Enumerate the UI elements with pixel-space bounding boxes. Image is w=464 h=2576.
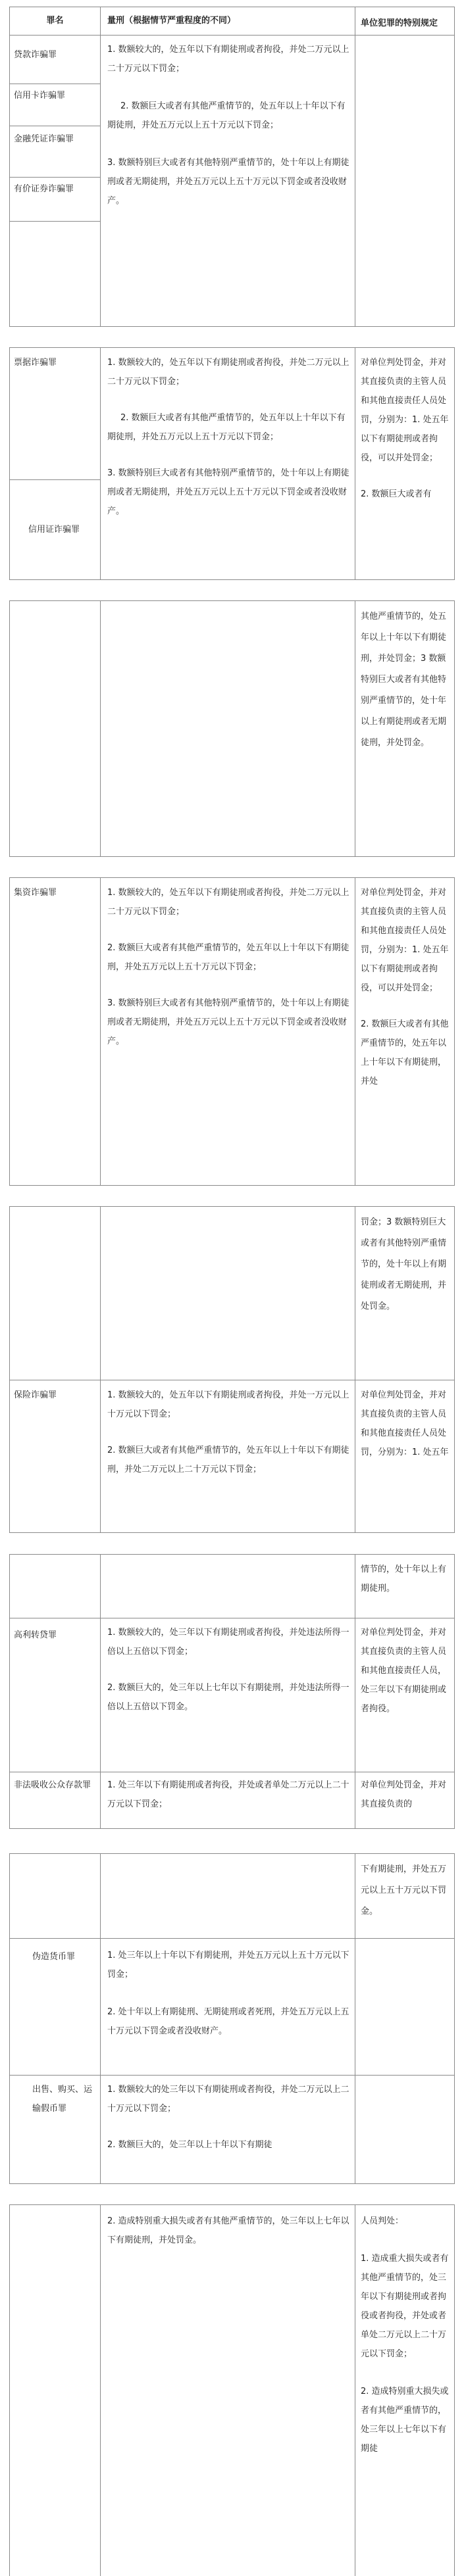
crime-loan-fraud: 贷款诈骗罪 — [14, 50, 57, 60]
penalty-item-2: 2. 数额巨大的，处三年以上七年以下有期徒刑，并处违法所得一倍以上五倍以下罚金。 — [107, 1683, 349, 1712]
table-block-6 — [9, 1554, 455, 1829]
unit-rule-item-1: 对单位判处罚金，并对其直接负责的主管人员和其他直接责任人员处罚，分别为：1. 处五年以下有期徒刑或者拘役，可以并处罚金； — [361, 888, 449, 993]
header-unit-rule: 单位犯罪的特别规定 — [361, 18, 438, 28]
unit-rule-item-2: 2. 数额巨大或者有 — [361, 489, 432, 499]
penalty-block-6b: 1. 处三年以下有期徒刑或者拘役，并处或者单处二万元以上二十万元以下罚金； — [107, 1780, 349, 1809]
penalty-item-1: 1. 数额较大的，处三年以下有期徒刑或者拘役，并处违法所得一倍以上五倍以下罚金； — [107, 1628, 349, 1657]
unit-rule-block-6: 对单位判处罚金，并对其直接负责的主管人员和其他直接责任人员，处三年以下有期徒刑或者拘役。 — [361, 1628, 447, 1714]
unit-rule-item-2: 2. 造成特别重大损失或者有其他严重情节的，处三年以上七年以下有期徒 — [361, 2387, 449, 2454]
penalty-item-1: 1. 数额较大的，处五年以下有期徒刑或者拘役，并处二万元以上二十万元以下罚金； — [107, 358, 349, 387]
table-block-4 — [9, 877, 455, 1186]
penalty-item-1: 1. 数额较大的处三年以下有期徒刑或者拘役，并处二万元以上二十万元以下罚金； — [107, 2085, 349, 2114]
penalty-item-1: 1. 处三年以上十年以下有期徒刑，并处五万元以上五十万元以下罚金； — [107, 1951, 349, 1980]
table-block-5 — [9, 1206, 455, 1533]
crime-selling-buying-transporting-counterfeit: 出售、购买、运输假币罪 — [32, 2085, 93, 2114]
unit-rule-item-0: 人员判处： — [361, 2216, 404, 2226]
penalty-item-3: 3. 数额特别巨大或者有其他特别严重情节的，处十年以上有期徒刑或者无期徒刑，并处五万元以上五十万元以下罚金或者没收财产。 — [107, 468, 349, 516]
penalty-block-5 — [101, 1386, 355, 1496]
crime-high-interest-relending: 高利转贷罪 — [14, 1630, 57, 1640]
unit-rule-block-4 — [355, 883, 455, 1108]
header-crime: 罪名 — [46, 16, 64, 26]
penalty-block-2 — [101, 353, 355, 538]
unit-rule-item-2: 2. 数额巨大或者有其他严重情节的，处五年以上十年以下有期徒刑，并处 — [361, 1019, 449, 1086]
header-penalty: 量刑（根据情节严重程度的不同） — [107, 16, 236, 26]
penalty-item-1: 1. 数额较大的，处五年以下有期徒刑或者拘役，并处二万元以上二十万元以下罚金； — [107, 45, 349, 74]
penalty-block-7b — [101, 2080, 355, 2172]
table-block-3 — [9, 600, 455, 857]
unit-rule-block-6-top: 情节的，处十年以上有期徒刑。 — [361, 1565, 447, 1593]
unit-rule-block-2 — [355, 353, 455, 521]
unit-rule-item-1: 对单位判处罚金，并对其直接负责的主管人员和其他直接责任人员处罚，分别为：1. 处五年以下有期徒刑或者拘役，可以并处罚金； — [361, 358, 449, 463]
penalty-block-4 — [101, 883, 355, 1068]
penalty-item-3: 3. 数额特别巨大或者有其他特别严重情节的，处十年以上有期徒刑或者无期徒刑，并处五万元以上五十万元以下罚金或者没收财产。 — [107, 158, 349, 206]
table-block-2 — [9, 347, 455, 580]
penalty-item-2: 2. 数额巨大或者有其他严重情节的，处五年以上十年以下有期徒刑，并处二万元以上二十万元以下罚金； — [107, 1446, 349, 1474]
crime-letter-of-credit-fraud: 信用证诈骗罪 — [28, 525, 80, 535]
crime-fund-raising-fraud: 集资诈骗罪 — [14, 888, 57, 898]
crime-counterfeiting-currency: 伪造货币罪 — [32, 1952, 76, 1962]
table-block-1 — [9, 7, 455, 327]
penalty-item-1: 1. 数额较大的，处五年以下有期徒刑或者拘役，并处二万元以上二十万元以下罚金； — [107, 888, 349, 917]
penalty-item-3: 3. 数额特别巨大或者有其他特别严重情节的，处十年以上有期徒刑或者无期徒刑，并处五万元以上五十万元以下罚金或者没收财产。 — [107, 998, 349, 1046]
crime-securities-fraud: 有价证券诈骗罪 — [14, 184, 74, 194]
crime-financial-voucher-fraud: 金融凭证诈骗罪 — [14, 134, 74, 144]
crime-insurance-fraud: 保险诈骗罪 — [14, 1390, 57, 1400]
penalty-item-2: 2. 数额巨大的，处三年以上十年以下有期徒 — [107, 2140, 272, 2150]
crime-illegal-deposit-taking: 非法吸收公众存款罪 — [14, 1780, 91, 1790]
table-block-8 — [9, 2204, 455, 2576]
penalty-block-7 — [101, 1946, 355, 2041]
crime-bill-fraud: 票据诈骗罪 — [14, 358, 57, 368]
penalty-item-1: 1. 数额较大的，处五年以下有期徒刑或者拘役，并处一万元以上十万元以下罚金； — [107, 1390, 349, 1419]
crime-credit-card-fraud: 信用卡诈骗罪 — [14, 91, 66, 101]
unit-rule-block-3: 其他严重情节的，处五年以上十年以下有期徒刑，并处罚金；3 数额特别巨大或者有其他特别严重情节的，处十年以上有期徒刑或者无期徒刑，并处罚金。 — [361, 612, 447, 748]
unit-rule-block-5: 罚金；3 数额特别巨大或者有其他特别严重情节的，处十年以上有期徒刑或者无期徒刑，并处罚金。 — [361, 1217, 447, 1311]
unit-rule-item-1: 1. 造成重大损失或者有其他严重情节的，处三年以下有期徒刑或者拘役或者拘役，并处或者单处二万元以上二十万元以下罚金； — [361, 2254, 449, 2359]
penalty-item-2: 2. 处十年以上有期徒刑、无期徒刑或者死刑，并处五万元以上五十万元以下罚金或者没收财产。 — [107, 2007, 349, 2036]
table-block-7 — [9, 1853, 455, 2184]
unit-rule-block-5b: 对单位判处罚金，并对其直接负责的主管人员和其他直接责任人员处罚，分别为：1. 处五年 — [361, 1390, 449, 1457]
penalty-block-6 — [101, 1623, 355, 1734]
penalty-item-2: 2. 数额巨大或者有其他严重情节的，处五年以上十年以下有期徒刑，并处五万元以上五十万元以下罚金； — [107, 413, 346, 442]
unit-rule-block-8 — [355, 2212, 455, 2458]
unit-rule-block-7-top: 下有期徒刑，并处五万元以上五十万元以下罚金。 — [361, 1864, 447, 1916]
penalty-block-8: 2. 造成特别重大损失或者有其他严重情节的，处三年以上七年以下有期徒刑，并处罚金。 — [107, 2216, 349, 2245]
penalty-item-2: 2. 数额巨大或者有其他严重情节的，处五年以上十年以下有期徒刑，并处五万元以上五十万元以下罚金； — [107, 101, 346, 130]
penalty-block-1 — [101, 40, 355, 210]
unit-rule-block-6b: 对单位判处罚金，并对其直接负责的 — [361, 1780, 447, 1809]
penalty-item-2: 2. 数额巨大或者有其他严重情节的，处五年以上十年以下有期徒刑，并处五万元以上五十万元以下罚金； — [107, 943, 349, 972]
